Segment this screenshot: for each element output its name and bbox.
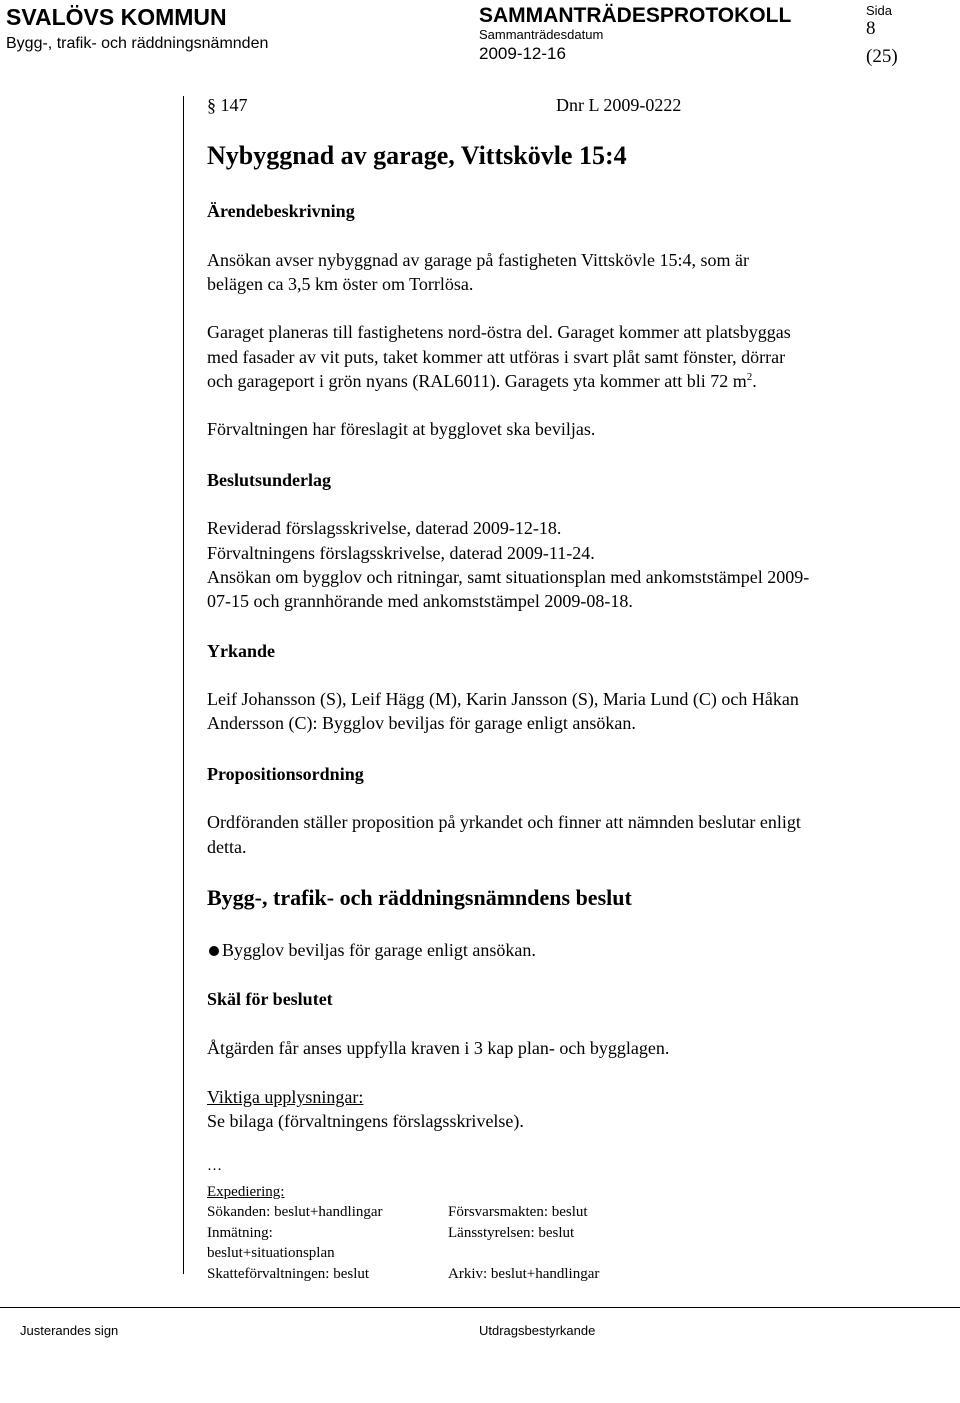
basis-heading: Beslutsunderlag [207,470,332,490]
margin-rule [183,96,184,1274]
page-total: (25) [866,46,898,67]
reasons-heading: Skäl för beslutet [207,989,333,1009]
meeting-date-label: Sammanträdesdatum [479,27,604,42]
page-label: Sida [866,3,893,18]
description-p3: Förvaltningen har föreslagit at bygglovet ska beviljas. [207,419,596,439]
description-heading: Ärendebeskrivning [207,201,355,221]
section-number: § 147 [207,95,248,115]
proposition-line1: Ordföranden ställer proposition på yrkandet och finner att nämnden beslutar enligt [207,812,801,832]
dispatch-ellipsis: … [207,1158,222,1174]
case-dnr: Dnr L 2009-0222 [556,95,682,115]
motion-line2: Andersson (C): Bygglov beviljas för garage enligt ansökan. [207,713,636,733]
dispatch-recipient: Arkiv: beslut+handlingar [448,1266,600,1282]
signature-label: Justerandes sign [20,1323,119,1338]
dispatch-recipient: Inmätning: [207,1225,273,1241]
dispatch-recipient: Försvarsmakten: beslut [448,1204,588,1220]
description-p2-line2: med fasader av vit puts, taket kommer att utföras i svart plåt samt fönster, dörrar [207,347,786,367]
basis-line4: 07-15 och grannhörande med ankomststämpel 2009-08-18. [207,591,633,611]
basis-line3: Ansökan om bygglov och ritningar, samt situationsplan med ankomststämpel 2009- [207,567,810,587]
decision-heading: Bygg-, trafik- och räddningsnämndens beslut [207,885,632,910]
basis-line2: Förvaltningens förslagsskrivelse, daterad 2009-11-24. [207,543,595,563]
document-title: SAMMANTRÄDESPROTOKOLL [479,4,792,27]
dispatch-heading: Expediering: [207,1184,285,1200]
description-p1-line1: Ansökan avser nybyggnad av garage på fastigheten Vittskövle 15:4, som är [207,250,749,270]
page-number: 8 [866,18,876,39]
description-p1-line2: belägen ca 3,5 km öster om Torrlösa. [207,274,474,294]
description-p2-line3: och garageport i grön nyans (RAL6011). Garagets yta kommer att bli 72 $m^2$. [207,371,757,391]
dispatch-recipient: Sökanden: beslut+handlingar [207,1204,383,1220]
motion-heading: Yrkande [207,641,276,661]
bullet-icon [209,946,219,956]
motion-line1: Leif Johansson (S), Leif Hägg (M), Karin Jansson (S), Maria Lund (C) och Håkan [207,689,799,709]
meeting-date: 2009-12-16 [479,44,566,63]
superscript-two: 2 [746,371,753,383]
reasons-text: Åtgärden får anses uppfylla kraven i 3 kap plan- och bygglagen. [207,1038,670,1058]
footer-rule [0,1307,960,1308]
notice-text: Se bilaga (förvaltningens förslagsskrivelse). [207,1111,524,1131]
proposition-heading: Propositionsordning [207,764,364,784]
extract-label: Utdragsbestyrkande [479,1323,596,1338]
dispatch-recipient: Skatteförvaltningen: beslut [207,1266,370,1282]
department-name: Bygg-, trafik- och räddningsnämnden [6,35,269,52]
case-title: Nybyggnad av garage, Vittskövle 15:4 [207,141,627,170]
proposition-line2: detta. [207,837,247,857]
dispatch-recipient: Länsstyrelsen: beslut [448,1225,575,1241]
dispatch-recipient: beslut+situationsplan [207,1245,335,1261]
notice-heading: Viktiga upplysningar: [207,1087,364,1107]
decision-bullet-text: Bygglov beviljas för garage enligt ansökan. [222,940,536,960]
organization-name: SVALÖVS KOMMUN [6,4,227,30]
description-p2-line1: Garaget planeras till fastighetens nord-östra del. Garaget kommer att platsbyggas [207,322,791,342]
basis-line1: Reviderad förslagsskrivelse, daterad 2009-12-18. [207,518,562,538]
